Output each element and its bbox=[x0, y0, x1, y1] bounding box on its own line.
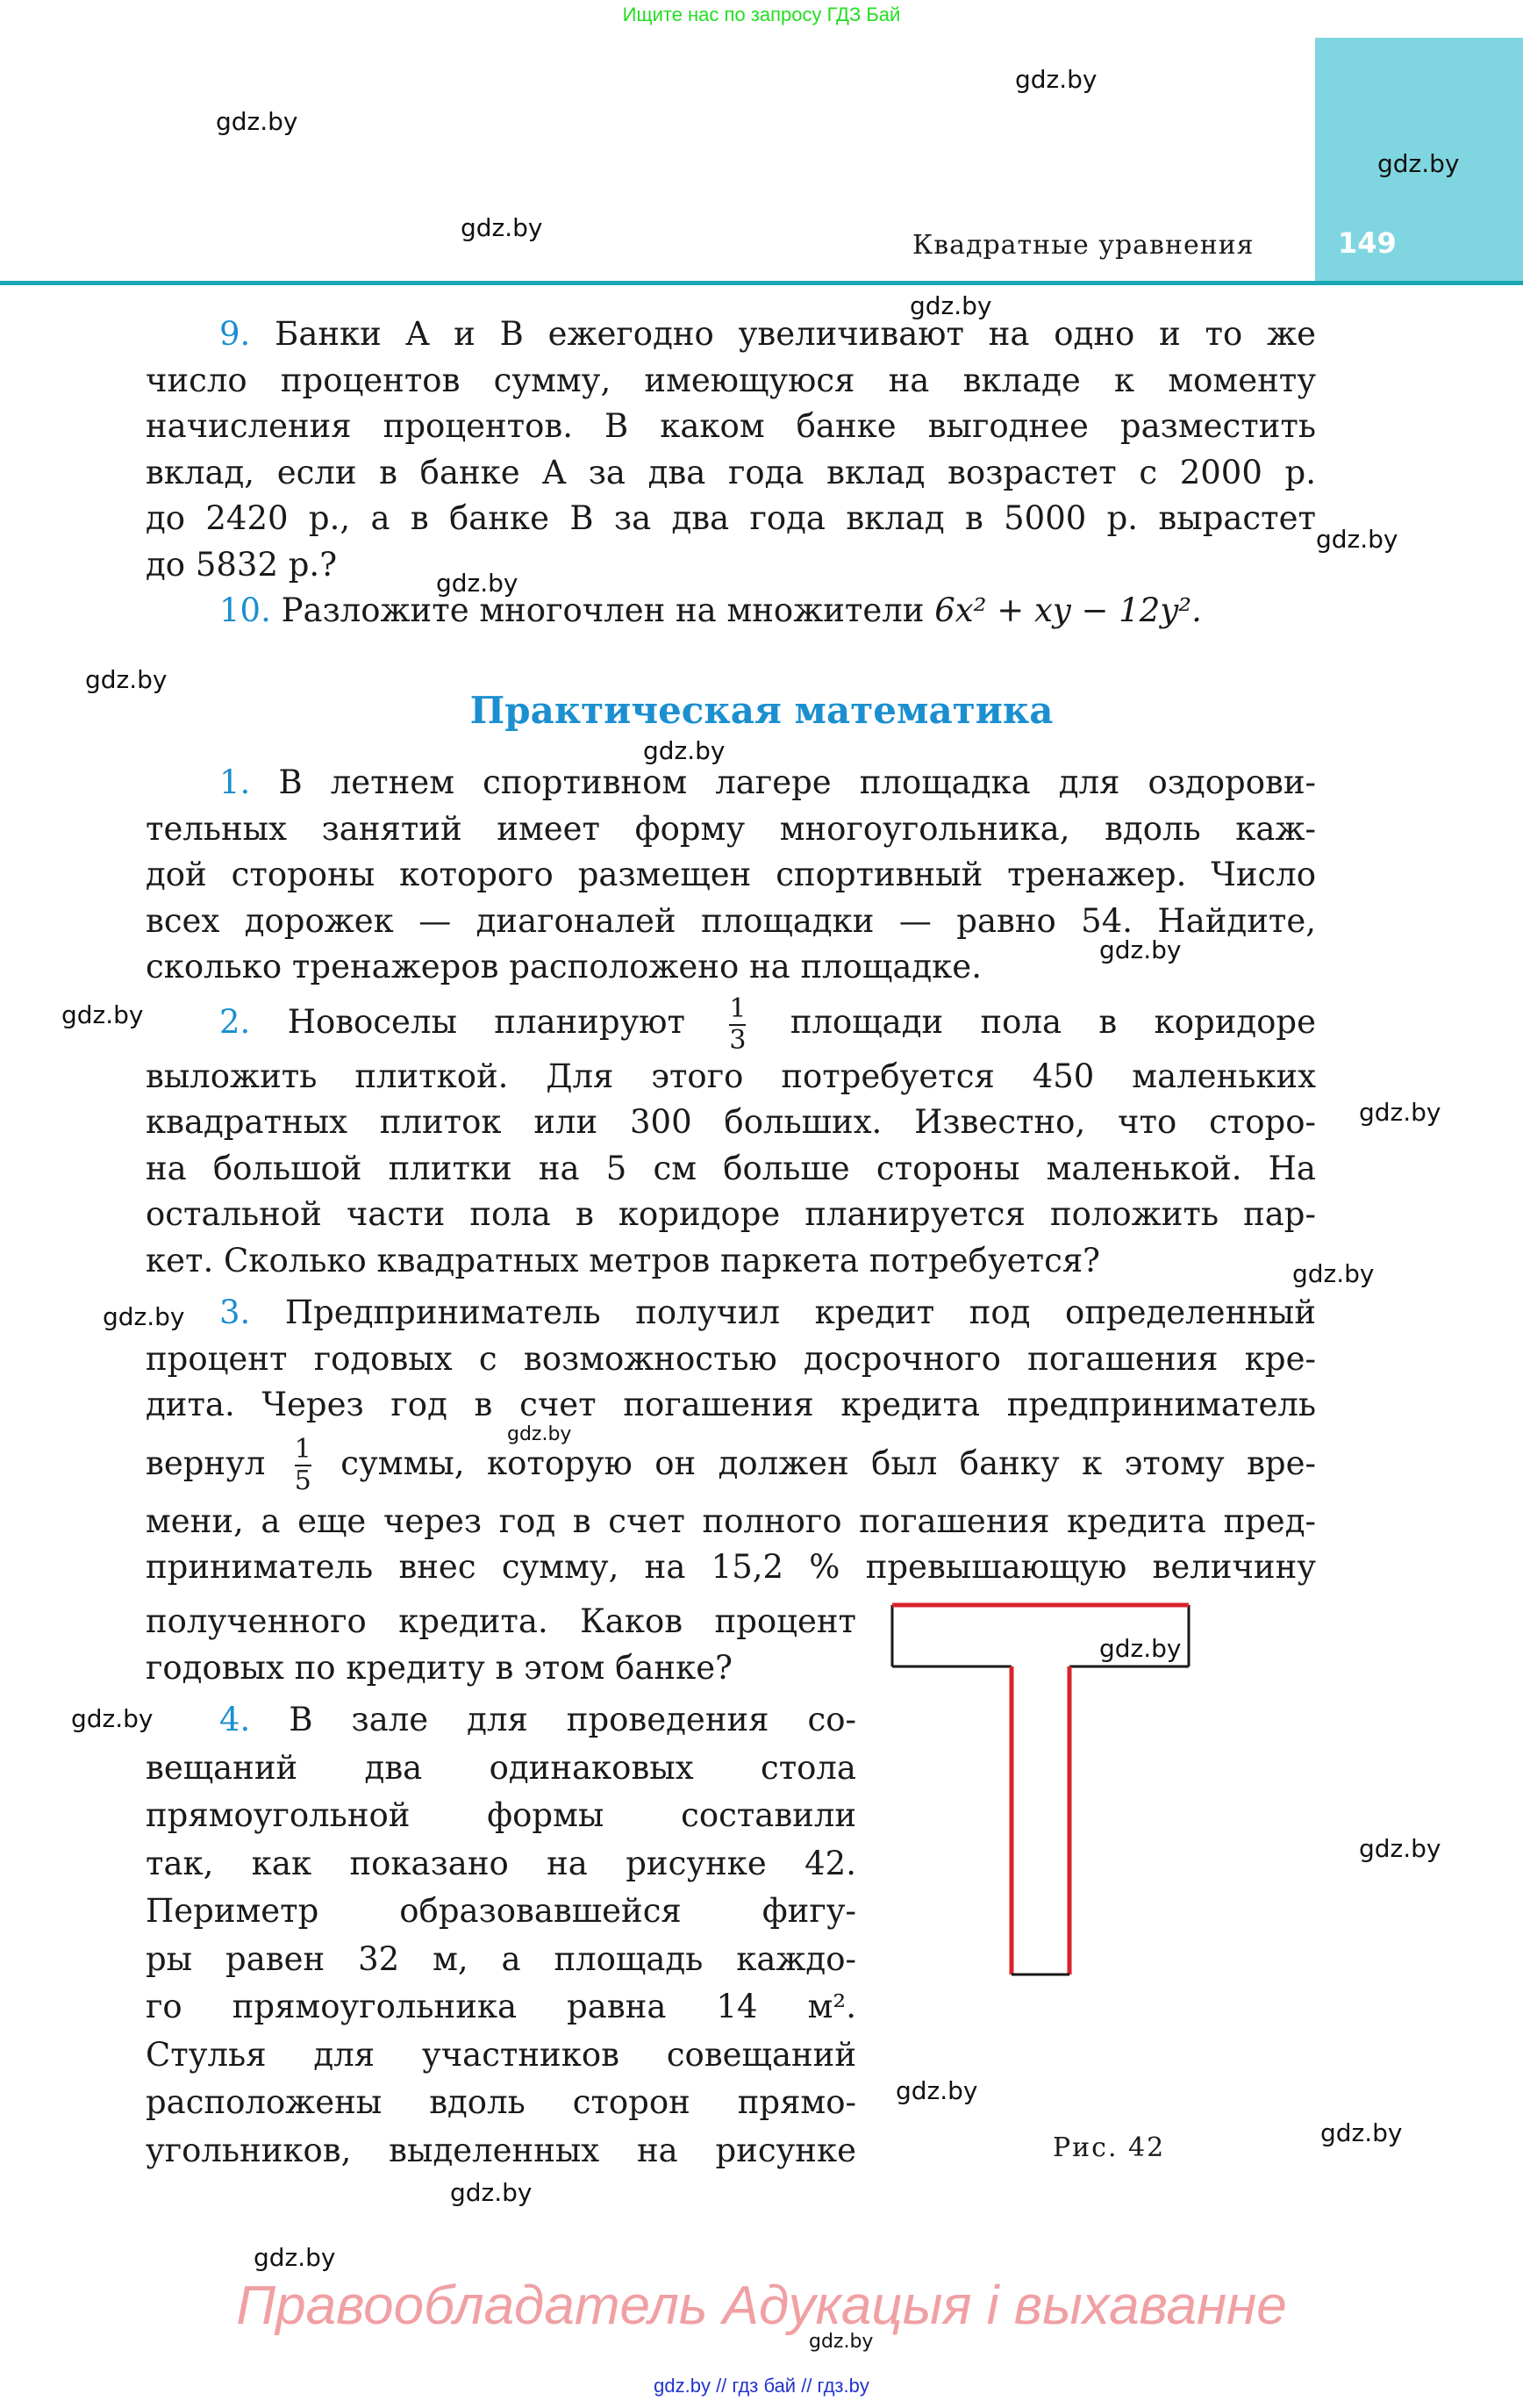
problem-line: процент годовых с возможностью досрочного погашения кре- bbox=[146, 1339, 1316, 1378]
problem-line: так, как показано на рисунке 42. bbox=[146, 1844, 856, 1882]
practice-problem-3 bbox=[146, 1290, 1316, 1591]
problem-line: Периметр образовавшейся фигу- bbox=[146, 1892, 856, 1930]
problem-9 bbox=[146, 312, 1316, 634]
watermark: gdz.by bbox=[85, 665, 168, 694]
problem-number: 1. bbox=[219, 763, 251, 801]
problem-number: 10. bbox=[219, 591, 271, 629]
watermark: gdz.by bbox=[216, 107, 298, 136]
watermark: gdz.by bbox=[1099, 935, 1182, 964]
watermark: gdz.by bbox=[1292, 1259, 1375, 1288]
problem-line: го прямоугольника равна 14 м². bbox=[146, 1988, 856, 2025]
figure-caption: Рис. 42 bbox=[1053, 2132, 1166, 2163]
problem-line: на большой плитки на 5 см больше стороны маленькой. На bbox=[146, 1149, 1316, 1187]
page-number: 149 bbox=[1338, 226, 1397, 260]
problem-line: Стулья для участников совещаний bbox=[146, 2035, 856, 2074]
problem-line: 1. В летнем спортивном лагере площадка для оздорови- bbox=[219, 763, 1317, 801]
header-rule bbox=[0, 281, 1523, 285]
watermark: gdz.by bbox=[436, 569, 518, 598]
problem-number: 4. bbox=[219, 1701, 251, 1738]
problem-10: 10. Разложите многочлен на множители 6x² + xy − 12y². bbox=[219, 591, 1202, 629]
problem-line: 9. Банки A и B ежегодно увеличивают на одно и то же bbox=[219, 315, 1317, 353]
watermark: gdz.by bbox=[1377, 149, 1460, 178]
problem-line: вещаний два одинаковых стола bbox=[146, 1748, 856, 1787]
problem-line: 4. В зале для проведения со- bbox=[219, 1701, 856, 1738]
problem-line: полученного кредита. Каков процент bbox=[146, 1602, 856, 1640]
watermark: gdz.by bbox=[103, 1302, 185, 1331]
math-expression: 6x² + xy − 12y². bbox=[934, 591, 1202, 629]
copyright-holder: Правообладатель Адукацыя і выхаванне bbox=[236, 2275, 1287, 2336]
problem-line: вернул $\frac{1}{5}$ суммы, которую он должен был банку к этому вре- bbox=[146, 1434, 1316, 1496]
watermark: gdz.by bbox=[1015, 65, 1098, 94]
watermark: gdz.by bbox=[1099, 1634, 1182, 1663]
watermark: gdz.by bbox=[450, 2178, 533, 2207]
watermark: gdz.by bbox=[507, 1423, 572, 1445]
problem-line: квадратных плиток или 300 больших. Известно, что сторо- bbox=[146, 1103, 1316, 1141]
problem-line: до 2420 р., а в банке B за два года вклад в 5000 р. вырастет bbox=[146, 499, 1316, 537]
problem-line: остальной части пола в коридоре планируется положить пар- bbox=[146, 1195, 1316, 1233]
problem-line: число процентов сумму, имеющуюся на вкладе к моменту bbox=[146, 361, 1316, 399]
watermark: gdz.by bbox=[61, 1000, 144, 1029]
problem-line: 2. Новоселы планируют $\frac{1}{3}$ площади пола в коридоре bbox=[219, 993, 1316, 1056]
problem-line: дой стороны которого размещен спортивный тренажер. Число bbox=[146, 856, 1316, 893]
problem-line: кет. Сколько квадратных метров паркета потребуется? bbox=[146, 1241, 1100, 1279]
problem-line: мени, а еще через год в счет полного погашения кредита пред- bbox=[146, 1501, 1316, 1540]
problem-line: угольников, выделенных на рисунке bbox=[146, 2131, 856, 2169]
section-title: Практическая математика bbox=[469, 689, 1054, 732]
watermark: gdz.by bbox=[71, 1704, 154, 1733]
watermark: gdz.by bbox=[643, 736, 726, 765]
problem-line: тельных занятий имеет форму многоугольника, вдоль каж- bbox=[146, 809, 1316, 848]
problem-line: всех дорожек — диагоналей площадки — равно 54. Найдите, bbox=[146, 901, 1316, 940]
problem-line: начисления процентов. В каком банке выгоднее разместить bbox=[146, 407, 1316, 445]
problem-line: до 5832 р.? bbox=[146, 545, 338, 584]
watermark: gdz.by bbox=[1359, 1098, 1441, 1127]
watermark: gdz.by bbox=[1320, 2118, 1403, 2147]
problem-number: 3. bbox=[219, 1294, 251, 1331]
figure-42-t-shape bbox=[890, 1602, 1320, 2119]
search-banner: Ищите нас по запросу ГДЗ Бай bbox=[622, 4, 901, 25]
practice-problem-2 bbox=[146, 992, 1316, 1284]
watermark: gdz.by bbox=[254, 2243, 336, 2272]
problem-line: сколько тренажеров расположено на площадке. bbox=[146, 948, 982, 985]
practice-problem-3-end bbox=[146, 1599, 856, 1691]
watermark: gdz.by bbox=[1316, 525, 1398, 554]
problem-line: приниматель внес сумму, на 15,2 % превышающую величину bbox=[146, 1548, 1316, 1586]
practice-problem-4 bbox=[146, 1696, 856, 2175]
fraction-one-third: $\frac{1}{3}$ bbox=[729, 993, 747, 1056]
watermark: gdz.by bbox=[1359, 1834, 1441, 1863]
footer-links[interactable]: gdz.by // гдз бай // гдз.by bbox=[654, 2375, 869, 2397]
watermark: gdz.by bbox=[809, 2331, 874, 2353]
problem-line: дита. Через год в счет погашения кредита предприниматель bbox=[146, 1386, 1316, 1423]
watermark: gdz.by bbox=[461, 213, 543, 242]
problem-line: 3. Предприниматель получил кредит под определенный bbox=[219, 1294, 1317, 1331]
problem-number: 2. bbox=[219, 1003, 251, 1041]
problem-line: прямоугольной формы составили bbox=[146, 1796, 856, 1834]
fraction-one-fifth: $\frac{1}{5}$ bbox=[294, 1434, 311, 1496]
problem-line: расположены вдоль сторон прямо- bbox=[146, 2083, 856, 2121]
problem-line: вклад, если в банке A за два года вклад возрастет с 2000 р. bbox=[146, 453, 1316, 491]
problem-line: ры равен 32 м, а площадь каждо- bbox=[146, 1939, 856, 1978]
problem-number: 9. bbox=[219, 315, 251, 353]
running-head: Квадратные уравнения bbox=[912, 230, 1255, 261]
problem-line: годовых по кредиту в этом банке? bbox=[146, 1648, 733, 1687]
watermark: gdz.by bbox=[896, 2076, 978, 2105]
problem-line: выложить плиткой. Для этого потребуется 450 маленьких bbox=[146, 1057, 1316, 1095]
watermark: gdz.by bbox=[910, 291, 992, 320]
